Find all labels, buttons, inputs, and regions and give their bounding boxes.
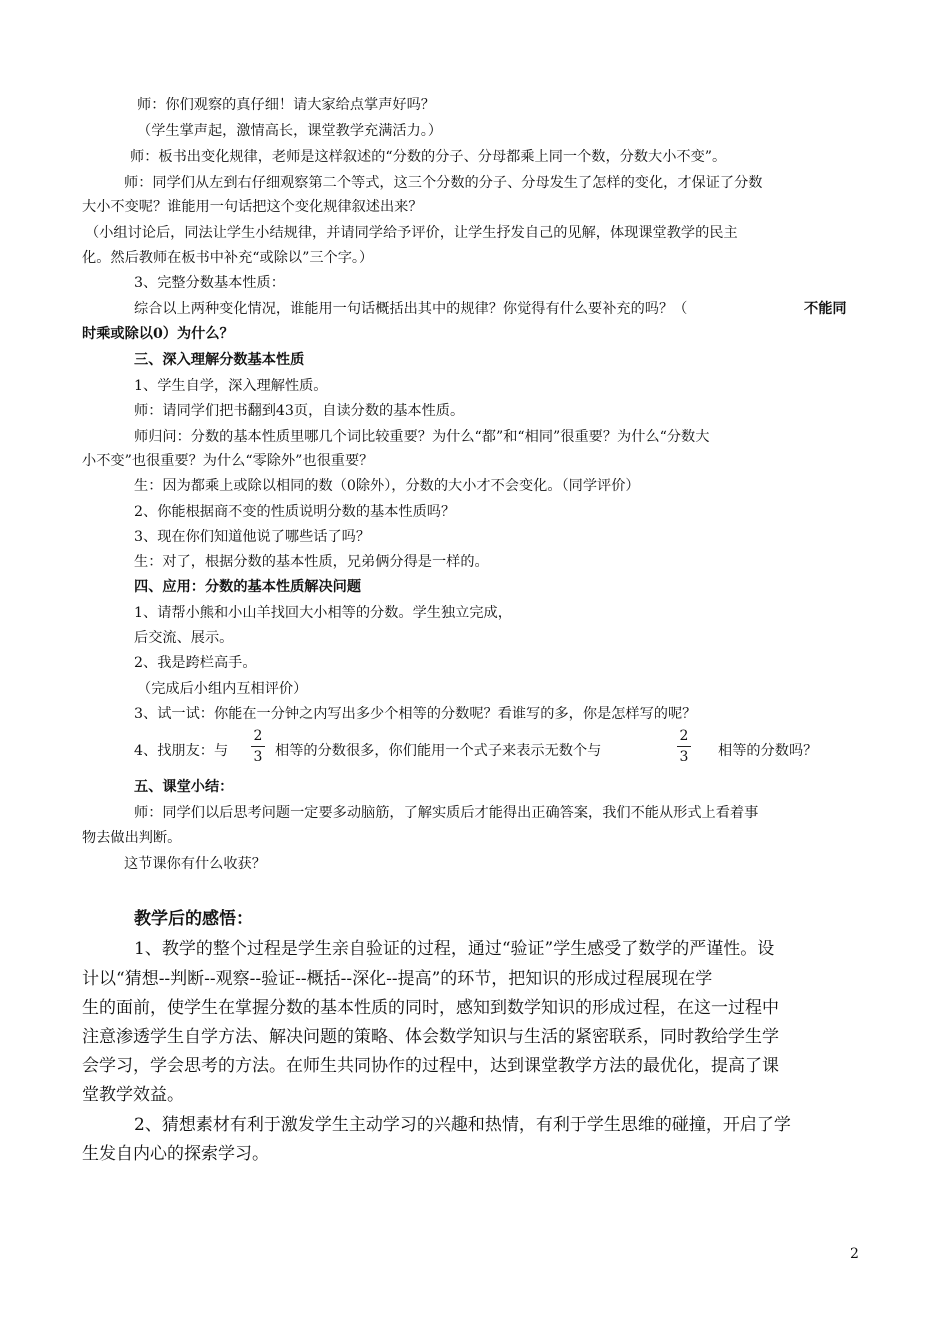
question-answer-bold: 不能同 bbox=[804, 301, 847, 317]
reflection-line: 1、教学的整个过程是学生亲自验证的过程，通过“验证”学生感受了数学的严谨性。设 bbox=[134, 939, 775, 959]
dialog-line: （学生掌声起，激情高长，课堂教学充满活力。） bbox=[137, 123, 443, 139]
fraction-two-thirds bbox=[250, 728, 266, 765]
dialog-line: 物去做出判断。 bbox=[82, 830, 182, 846]
reflection-line: 会学习，学会思考的方法。在师生共同协作的过程中，达到课堂教学方法的最优化，提高了课 bbox=[82, 1056, 779, 1076]
dialog-line: 化。然后教师在板书中补充“或除以”三个字。） bbox=[82, 250, 374, 266]
dialog-line: （完成后小组内互相评价） bbox=[137, 681, 308, 697]
fraction-bar bbox=[677, 746, 691, 747]
dialog-line: 后交流、展示。 bbox=[134, 630, 234, 646]
fraction-numerator: 2 bbox=[679, 728, 689, 744]
dialog-line: 师：同学们从左到右仔细观察第二个等式，这三个分数的分子、分母发生了怎样的变化，才保证了分数 bbox=[124, 175, 763, 191]
reflection-line: 生发自内心的探索学习。 bbox=[82, 1144, 269, 1164]
fraction-numerator: 2 bbox=[253, 728, 263, 744]
reflection-line: 堂教学效益。 bbox=[82, 1085, 184, 1105]
fraction-bar bbox=[251, 746, 265, 747]
dialog-line: 生：因为都乘上或除以相同的数（0除外），分数的大小才不会变化。（同学评价） bbox=[134, 478, 640, 494]
dialog-line: 师：板书出变化规律，老师是这样叙述的“分数的分子、分母都乘上同一个数，分数大小不变”。 bbox=[130, 149, 727, 165]
section-step: 2、你能根据商不变的性质说明分数的基本性质吗？ bbox=[134, 504, 456, 520]
dialog-line: 相等的分数吗？ bbox=[718, 743, 818, 759]
fraction-two-thirds bbox=[676, 728, 692, 765]
dialog-line: 生：对了，根据分数的基本性质，兄弟俩分得是一样的。 bbox=[134, 554, 489, 570]
reflection-line: 2、猜想素材有利于激发学生主动学习的兴趣和热情，有利于学生思维的碰撞，开启了学 bbox=[134, 1115, 791, 1135]
section-step: 3、完整分数基本性质： bbox=[134, 275, 285, 291]
dialog-line: 小不变”也很重要？为什么“零除外”也很重要？ bbox=[82, 453, 374, 469]
section-heading: 四、应用：分数的基本性质解决问题 bbox=[134, 579, 362, 595]
fraction-denominator: 3 bbox=[679, 749, 689, 765]
section-step: 2、我是跨栏高手。 bbox=[134, 655, 257, 671]
section-step: 1、学生自学，深入理解性质。 bbox=[134, 378, 328, 394]
section-step: 3、试一试：你能在一分钟之内写出多少个相等的分数呢？看谁写的多，你是怎样写的呢？ bbox=[134, 706, 697, 722]
dialog-line: （小组讨论后，同法让学生小结规律，并请同学给予评价，让学生抒发自己的见解，体现课堂教学的民主 bbox=[85, 225, 738, 241]
section-heading: 五、课堂小结： bbox=[134, 779, 234, 795]
section-heading: 三、深入理解分数基本性质 bbox=[134, 352, 305, 368]
dialog-line: 这节课你有什么收获？ bbox=[124, 856, 266, 872]
dialog-line: 师：同学们以后思考问题一定要多动脑筋，了解实质后才能得出正确答案，我们不能从形式上看着事 bbox=[134, 805, 759, 821]
question-line: 综合以上两种变化情况，谁能用一句话概括出其中的规律？你觉得有什么要补充的吗？（ bbox=[134, 301, 688, 317]
fraction-denominator: 3 bbox=[253, 749, 263, 765]
question-answer-bold: 时乘或除以0）为什么？ bbox=[82, 326, 234, 342]
dialog-line: 相等的分数很多，你们能用一个式子来表示无数个与 bbox=[275, 743, 602, 759]
section-step: 4、找朋友：与 bbox=[134, 743, 229, 759]
reflection-line: 计以“猜想--判断--观察--验证--概括--深化--提高”的环节，把知识的形成过程展现在学 bbox=[82, 969, 713, 989]
section-step: 1、请帮小熊和小山羊找回大小相等的分数。学生独立完成， bbox=[134, 605, 512, 621]
dialog-line: 师归问：分数的基本性质里哪几个词比较重要？为什么“都”和“相同”很重要？为什么“分数大 bbox=[134, 429, 710, 445]
reflection-heading: 教学后的感悟： bbox=[134, 909, 253, 929]
dialog-line: 大小不变呢？谁能用一句话把这个变化规律叙述出来？ bbox=[82, 199, 423, 215]
reflection-line: 注意渗透学生自学方法、解决问题的策略、体会数学知识与生活的紧密联系，同时教给学生学 bbox=[82, 1027, 779, 1047]
dialog-line: 师：请同学们把书翻到43页，自读分数的基本性质。 bbox=[134, 403, 465, 419]
reflection-line: 生的面前，使学生在掌握分数的基本性质的同时，感知到数学知识的形成过程，在这一过程中 bbox=[82, 998, 779, 1018]
dialog-line: 师：你们观察的真仔细！请大家给点掌声好吗？ bbox=[137, 97, 435, 113]
page-number: 2 bbox=[850, 1246, 859, 1262]
section-step: 3、现在你们知道他说了哪些话了吗？ bbox=[134, 529, 371, 545]
